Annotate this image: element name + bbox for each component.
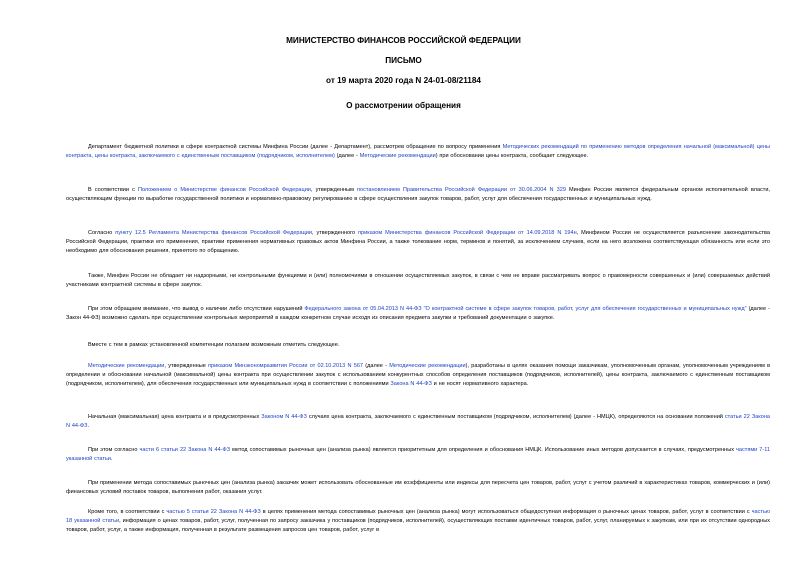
document-link[interactable]: Методических рекомендаций по применению методов определения начальной (максимальной) цены контракта, цены контракта, заключаемого с единственным поставщиком (подрядчиком, исполнителем)	[66, 144, 771, 159]
paragraph-4	[66, 272, 770, 290]
paragraph-text: Вместе с тем в рамках установленной компетенции полагаем возможным отметить следующее.	[88, 342, 340, 348]
document-link[interactable]: приказом Министерства финансов Российской Федерации от 14.09.2018 N 194н	[358, 230, 577, 236]
document-link[interactable]: приказом Минэкономразвития России от 02.10.2013 N 567	[208, 363, 364, 369]
paragraph-2	[66, 186, 770, 204]
paragraph-text: метод сопоставимых рыночных цен (анализа рынка) является приоритетным для определения и обоснования НМЦК. Использование иных методов допускается в случаях, предусмотренных	[230, 447, 737, 453]
paragraph-text: , информация о ценах товаров, работ, услуг, полученная по запросу заказчика у поставщиков (подрядчиков, исполнителей), осуществляющих поставки идентичных товаров, работ, услуг, планируемых к закупкам, или при их отсутствии однородных товаров, работ, услуг, а также информация, полученная в результате размещения запросов цен товаров, работ, услуг в	[66, 517, 770, 533]
paragraph-text: , Минфином России не осуществляется разъяснение законодательства Российской Федерации, практики его применения, практики применения нормативных правовых актов Минфина России, а также толкование норм, терминов и понятий, за исключением случаев, если на него возложена соответствующая обязанность или если это необходимо для обоснования решения, принятого по обращению.	[66, 230, 771, 254]
paragraph-text: (далее - Закон 44-ФЗ) возможно сделать при осуществлении контрольных мероприятий в каждом конкретном случае исходя из описания предмета закупки и требований документации о закупке.	[66, 306, 770, 321]
paragraph-text: При этом обращаем внимание, что вывод о наличии либо отсутствии нарушений	[88, 306, 305, 312]
paragraph-text: , утвержденные	[164, 363, 209, 369]
paragraph-text: В соответствии с	[88, 187, 138, 193]
paragraph-text: .	[87, 422, 89, 429]
document-date-number: от 19 марта 2020 года N 24-01-08/21184	[326, 76, 481, 85]
document-link[interactable]: частью 18 указанной статьи	[66, 509, 770, 524]
document-type: ПИСЬМО	[385, 56, 422, 65]
paragraph-text: , утвержденного	[311, 230, 359, 236]
paragraph-text: в целях применения метода сопоставимых рыночных цен (анализа рынка) могут использоваться общедоступная информация о рыночных ценах товаров, работ, услуг в соответствии с	[260, 509, 752, 515]
paragraph-text: , утвержденным	[310, 187, 358, 193]
paragraph-11	[66, 508, 770, 534]
paragraph-text: Кроме того, в соответствии с	[88, 509, 167, 515]
document-link[interactable]: статьи 22 Закона N 44-ФЗ	[66, 414, 770, 429]
document-link[interactable]: Законом N 44-ФЗ	[261, 414, 307, 420]
paragraph-text: ), разработаны в целях оказания помощи заказчикам, уполномоченным органам, уполномоченным учреждениям в определении и обосновании начальной (максимальной) цены контракта при осуществлении закупок с использованием конкурентных способов определения поставщиков (подрядчиков, исполнителей), цены контракта, заключаемого с единственным поставщиком (подрядчиком, исполнителем), для обеспечения государственных или муниципальных нужд в соответствии с положениями	[66, 363, 771, 387]
paragraph-6	[66, 341, 770, 350]
document-link[interactable]: Методические рекомендации	[88, 363, 165, 369]
document-link[interactable]: Федерального закона от 05.04.2013 N 44-ФЗ "О контрактной системе в сфере закупок товаров, работ, услуг для обеспечения государственных и муниципальных нужд"	[304, 306, 747, 312]
paragraph-3	[66, 229, 770, 255]
document-link[interactable]: пункту 12.5 Регламента Министерства финансов Российской Федерации	[115, 230, 312, 236]
document-link[interactable]: части 6 статьи 22 Закона N 44-ФЗ	[139, 447, 231, 453]
document-link[interactable]: постановлением Правительства Российской Федерации от 30.06.2004 N 329	[357, 187, 566, 193]
paragraph-8	[66, 413, 770, 431]
paragraph-5	[66, 305, 770, 323]
document-link[interactable]: частями 7-11 указанной статьи	[66, 447, 770, 462]
paragraph-9	[66, 446, 770, 464]
document-link[interactable]: Методические рекомендации	[389, 363, 466, 369]
paragraph-1	[66, 143, 770, 161]
paragraph-text: При этом согласно	[88, 447, 140, 453]
paragraph-text: .	[110, 455, 113, 462]
paragraph-7	[66, 362, 770, 388]
paragraph-text: Минфин России является федеральным органом исполнительной власти, осуществляющим функции по выработке государственной политики и нормативно-правовому регулированию в сфере осуществления закупок товаров, работ, услуг для обеспечения государственных и муниципальных нужд.	[66, 187, 770, 202]
ministry-title: МИНИСТЕРСТВО ФИНАНСОВ РОССИЙСКОЙ ФЕДЕРАЦИИ	[286, 36, 521, 45]
paragraph-text: и не носят нормативного характера.	[431, 380, 529, 387]
paragraph-text: Согласно	[88, 230, 116, 236]
paragraph-text: При применении метода сопоставимых рыночных цен (анализа рынка) заказчик может использовать обоснованные им коэффициенты или индексы для пересчета цен товаров, работ, услуг с учетом различий в характеристиках товаров, коммерческих и (или) финансовых условий поставок товаров, выполнения работ, оказания услуг.	[66, 480, 770, 495]
paragraph-10	[66, 479, 770, 497]
document-link[interactable]: Положением о Министерстве финансов Российской Федерации	[137, 187, 311, 193]
paragraph-text: Департамент бюджетной политики в сфере контрактной системы Минфина России (далее - Департамент), рассмотрев обращение по вопросу применения	[88, 144, 503, 150]
document-subject: О рассмотрении обращения	[346, 101, 461, 110]
document-link[interactable]: частью 5 статьи 22 Закона N 44-ФЗ	[166, 509, 261, 515]
paragraph-text: случаях цена контракта, заключаемого с единственным поставщиком (подрядчиком, исполнителем) (далее - НМЦК), определяются на основании положений	[306, 414, 725, 420]
paragraph-text: ) при обосновании цены контракта, сообщает следующее.	[435, 152, 589, 159]
paragraph-text: (далее -	[363, 363, 390, 369]
paragraph-text: (далее -	[334, 152, 360, 159]
paragraph-text: Начальная (максимальная) цена контракта и в предусмотренных	[88, 414, 262, 420]
paragraph-text: Также, Минфин России не обладает ни надзорными, ни контрольными функциями и (или) полномочиями в отношении осуществляемых закупок, в связи с чем не вправе рассматривать вопрос о правомерности совершенных и (или) совершаемых действий участниками контрактной системы в сфере закупок.	[66, 273, 770, 288]
document-link[interactable]: Закона N 44-ФЗ	[390, 380, 432, 387]
document-link[interactable]: Методические рекомендации	[359, 152, 436, 159]
